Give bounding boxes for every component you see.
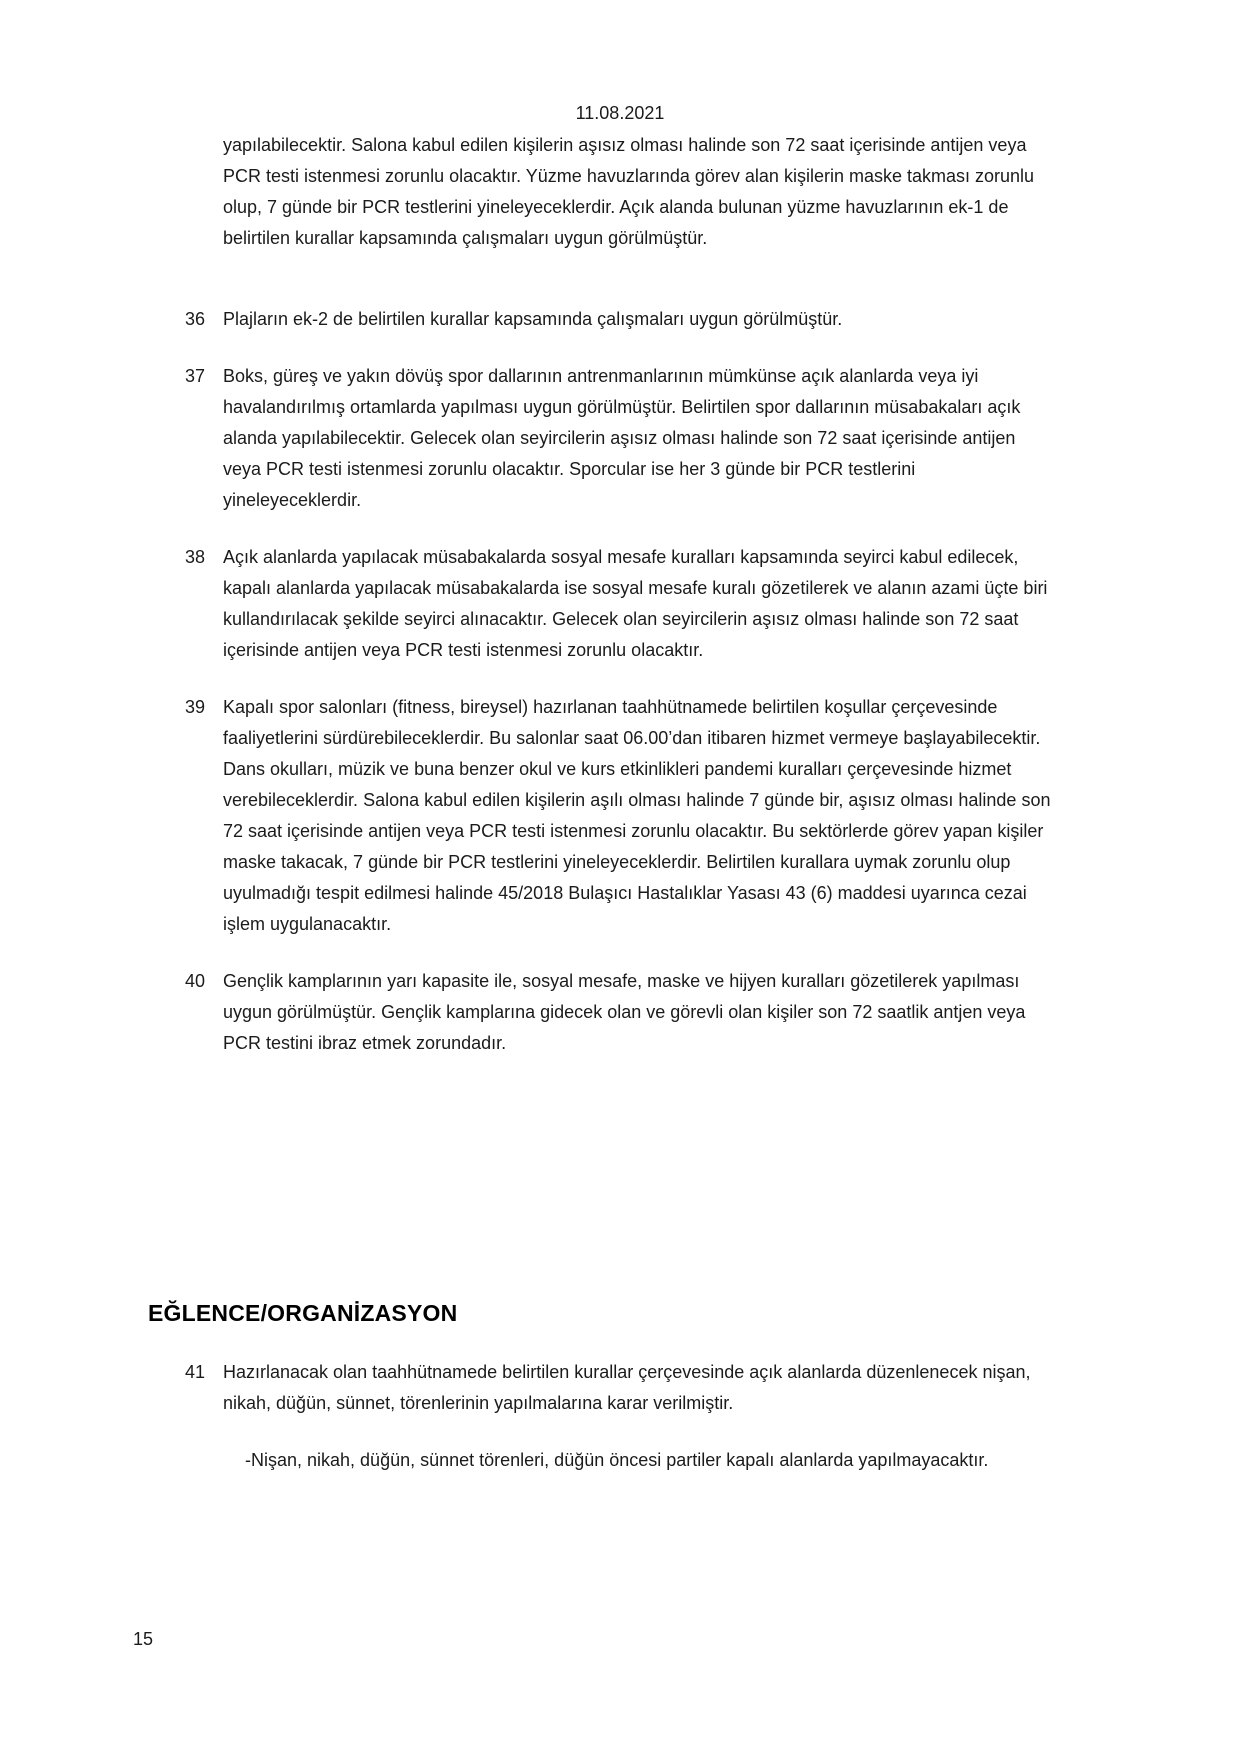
paragraph-text: Boks, güreş ve yakın dövüş spor dallarının antrenmanlarının mümkünse açık alanlarda veya iyi havalandırılmış ortamlarda yapılması uygun görülmüştür. Belirtilen spor dallarının müsabakaları açık alanda yapılabilecektir. Gelecek olan seyircilerin aşısız olması halinde son 72 saat içerisinde antijen veya PCR testi istenmesi zorunlu olacaktır. Sporcular ise her 3 günde bir PCR testlerini yineleyeceklerdir. [223, 366, 1021, 510]
paragraph-number: 38 [185, 547, 206, 567]
paragraph-text: -Nişan, nikah, düğün, sünnet törenleri, düğün öncesi partiler kapalı alanlarda yapılmayacaktır. [245, 1450, 989, 1470]
document-body [148, 130, 1053, 1502]
paragraph-text: Gençlik kamplarının yarı kapasite ile, sosyal mesafe, maske ve hijyen kuralları gözetilerek yapılması uygun görülmüştür. Gençlik kamplarına gidecek olan ve görevli olan kişiler son 72 saatlik antjen veya PCR testini ibraz etmek zorundadır. [223, 971, 1026, 1053]
paragraph-text: Plajların ek-2 de belirtilen kurallar kapsamında çalışmaları uygun görülmüştür. [223, 309, 843, 329]
paragraph-38 [185, 542, 1053, 666]
paragraph-number: 40 [185, 971, 206, 991]
paragraph-number: 36 [185, 309, 206, 329]
section-heading: EĞLENCE/ORGANİZASYON [148, 1300, 458, 1326]
paragraph-text: Kapalı spor salonları (fitness, bireysel) hazırlanan taahhütnamede belirtilen koşullar çerçevesinde faaliyetlerini sürdürebileceklerdir. Bu salonlar saat 06.00’dan itibaren hizmet vermeye başlayabilecektir. Dans okulları, müzik ve buna benzer okul ve kurs etkinlikleri pandemi kuralları çerçevesinde hizmet verebileceklerdir. Salona kabul edilen kişilerin aşılı olması halinde 7 günde bir, aşısız olması halinde son 72 saat içerisinde antijen veya PCR testi istenmesi zorunlu olacaktır. Bu sektörlerde görev yapan kişiler maske takacak, 7 günde bir PCR testlerini yineleyeceklerdir. Belirtilen kurallara uymak zorunlu olup uyulmadığı tespit edilmesi halinde 45/2018 Bulaşıcı Hastalıklar Yasası 43 (6) maddesi uyarınca cezai işlem uygulanacaktır. [223, 697, 1051, 934]
paragraph-text: Hazırlanacak olan taahhütnamede belirtilen kurallar çerçevesinde açık alanlarda düzenlenecek nişan, nikah, düğün, sünnet, törenlerinin yapılmalarına karar verilmiştir. [223, 1362, 1031, 1413]
paragraph-40 [185, 966, 1053, 1059]
paragraph-39 [185, 692, 1053, 940]
paragraph-41 [185, 1357, 1053, 1419]
page-number: 15 [133, 1629, 154, 1649]
paragraph-text: Açık alanlarda yapılacak müsabakalarda sosyal mesafe kuralları kapsamında seyirci kabul edilecek, kapalı alanlarda yapılacak müsabakalarda ise sosyal mesafe kuralı gözetilerek ve alanın azami üçte biri kullandırılacak şekilde seyirci alınacaktır. Gelecek olan seyircilerin aşısız olması halinde son 72 saat içerisinde antijen veya PCR testi istenmesi zorunlu olacaktır. [223, 547, 1048, 660]
paragraph-number: 39 [185, 697, 206, 717]
paragraph-37 [185, 361, 1053, 516]
paragraph-continuation [185, 130, 1053, 254]
paragraph-sub-item [185, 1445, 1053, 1476]
document-date: 11.08.2021 [575, 103, 665, 123]
paragraph-number: 37 [185, 366, 206, 386]
paragraph-number: 41 [185, 1362, 206, 1382]
paragraph-text: yapılabilecektir. Salona kabul edilen kişilerin aşısız olması halinde son 72 saat içerisinde antijen veya PCR testi istenmesi zorunlu olacaktır. Yüzme havuzlarında görev alan kişilerin maske takması zorunlu olup, 7 günde bir PCR testlerini yineleyeceklerdir. Açık alanda bulunan yüzme havuzlarının ek-1 de belirtilen kurallar kapsamında çalışmaları uygun görülmüştür. [223, 135, 1035, 248]
paragraph-36 [185, 304, 1053, 335]
